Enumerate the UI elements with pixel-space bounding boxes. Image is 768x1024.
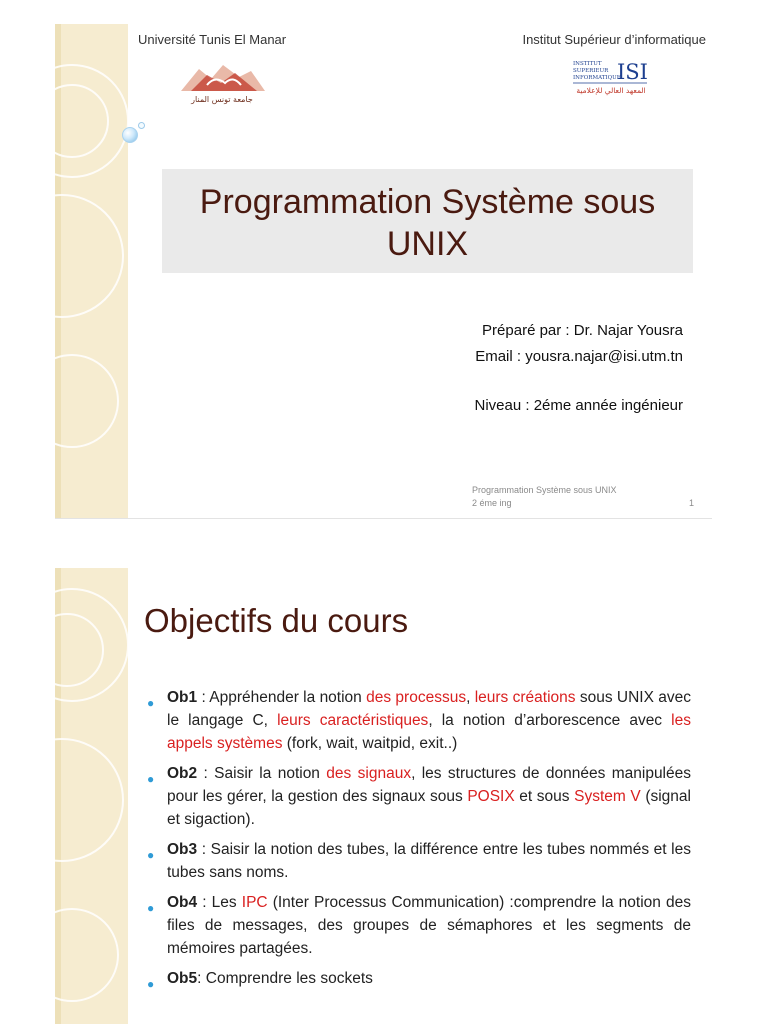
bubble-icon (122, 127, 138, 143)
objective-keyword: des processus (366, 689, 467, 706)
objective-item (145, 686, 691, 755)
objective-keyword: IPC (241, 894, 268, 911)
objective-text: : Saisir la notion (197, 765, 327, 782)
objective-keyword: leurs caractéristiques (277, 712, 429, 729)
objective-text: , la notion d’arborescence avec (428, 712, 672, 729)
objective-item (145, 762, 691, 831)
slide-title: Objectifs du cours (144, 602, 409, 639)
objectives-list (145, 686, 691, 997)
prepared-by: Préparé par : Dr. Najar Yousra (482, 322, 683, 339)
objective-text: : Comprendre les sockets (197, 970, 373, 987)
page-number: 1 (688, 498, 694, 508)
objective-text: : Saisir la notion des tubes, la différence entre les tubes nommés et les tubes sans noms. (167, 841, 691, 881)
objective-text: , les structures de données manipulées pour les gérer, la gestion des signaux sous (167, 765, 691, 805)
institute-name: Institut Supérieur d’informatique (522, 32, 706, 47)
objective-keyword: System V (574, 788, 641, 805)
course-level: Niveau : 2éme année ingénieur (474, 397, 683, 414)
objective-keyword: leurs créations (474, 689, 576, 706)
utm-logo-arabic: جامعة تونس المنار (191, 95, 253, 104)
svg-text:SUPERIEUR: SUPERIEUR (573, 68, 609, 74)
objectives-slide (55, 568, 712, 1024)
isi-logo-text: ISI (617, 60, 648, 84)
svg-text:INFORMATIQUE: INFORMATIQUE (573, 75, 621, 81)
bullet-icon: ● (147, 696, 155, 710)
objective-keyword: des signaux (326, 765, 412, 782)
objective-keyword: les appels systèmes (167, 712, 691, 752)
objective-label: Ob4 (167, 894, 198, 911)
footer-course: Programmation Système sous UNIX (472, 485, 617, 495)
objective-text: : Appréhender la notion (197, 689, 367, 706)
svg-text:المعهد العالي للإعلامية: المعهد العالي للإعلامية (576, 86, 646, 95)
bubble-icon (138, 122, 145, 129)
svg-text:INSTITUT: INSTITUT (573, 61, 602, 67)
objective-text: sous UNIX avec le langage C, (167, 689, 691, 729)
objective-text: : Les (197, 894, 242, 911)
bullet-icon: ● (147, 772, 155, 786)
footer-level: 2 éme ing (472, 498, 512, 508)
objective-item (145, 967, 691, 990)
objective-text: , (466, 689, 475, 706)
objective-text: (fork, wait, waitpid, exit..) (282, 735, 458, 752)
decorative-strip (55, 568, 128, 1024)
objective-label: Ob1 (167, 689, 198, 706)
objective-label: Ob3 (167, 841, 198, 858)
objective-label: Ob5 (167, 970, 198, 987)
bullet-icon: ● (147, 848, 155, 862)
objective-text: et sous (514, 788, 575, 805)
decorative-strip (55, 24, 128, 518)
bullet-icon: ● (147, 901, 155, 915)
title-box (162, 169, 693, 273)
author-email: Email : yousra.najar@isi.utm.tn (475, 348, 683, 365)
course-title: Programmation Système sous UNIX (199, 183, 656, 263)
bullet-icon: ● (147, 977, 155, 991)
objective-text: (Inter Processus Communication) :comprendre la notion des files de messages, des groupes de sémaphores et les segments de mémoires partagées. (167, 894, 692, 957)
utm-logo (177, 57, 267, 105)
objective-label: Ob2 (167, 765, 198, 782)
slide-footer (472, 484, 617, 510)
university-name: Université Tunis El Manar (138, 32, 287, 47)
title-slide (55, 24, 712, 519)
objective-item (145, 838, 691, 884)
objective-text: (signal et sigaction). (167, 788, 691, 828)
objective-item (145, 891, 691, 960)
objective-keyword: POSIX (467, 788, 515, 805)
isi-logo (571, 56, 651, 98)
